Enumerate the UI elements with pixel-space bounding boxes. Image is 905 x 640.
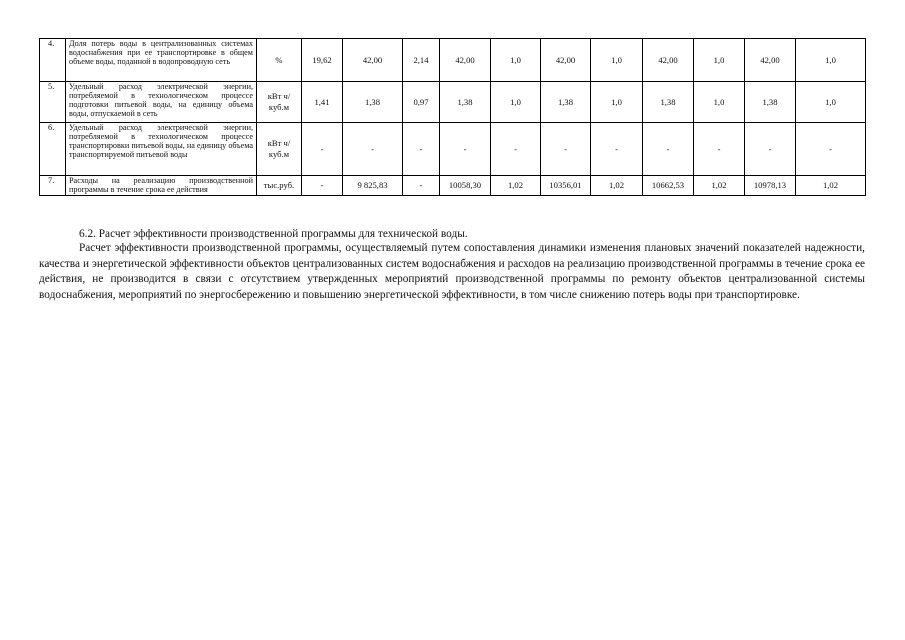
value-cell: 10356,01 <box>541 176 591 196</box>
value-cell: 10978,13 <box>745 176 796 196</box>
value-cell: 42,00 <box>541 39 591 82</box>
value-cell: - <box>643 123 694 176</box>
indicator-description: Удельный расход электрической энергии, потребляемой в технологическом процессе подготовки питьевой воды, на единицу объема воды, отпускаемой в сеть <box>66 82 257 123</box>
value-cell: 1,02 <box>796 176 866 196</box>
value-cell: 42,00 <box>745 39 796 82</box>
section-paragraph: Расчет эффективности производственной программы, осуществляемый путем сопоставления динамики изменения плановых значений показателей надежности, качества и энергетической эффективности объектов централизованных систем водоснабжения и расходов на реализацию производственной программы в течение срока ее действия, не производится в связи с отсутствием утвержденных мероприятий производственной программы по ремонту объектов централизованной системы водоснабжения, мероприятий по энергосбережению и повышению энергетической эффективности, в том числе снижению потерь воды при транспортировке. <box>39 242 865 301</box>
value-cell: 1,0 <box>796 82 866 123</box>
value-cell: 1,41 <box>302 82 343 123</box>
unit-cell: % <box>257 39 302 82</box>
value-cell: 2,14 <box>403 39 440 82</box>
value-cell: 19,62 <box>302 39 343 82</box>
value-cell: - <box>302 176 343 196</box>
value-cell: 1,0 <box>694 82 745 123</box>
value-cell: - <box>796 123 866 176</box>
indicator-description: Расходы на реализацию производственной программы в течение срока ее действия <box>66 176 257 196</box>
value-cell: - <box>403 123 440 176</box>
indicators-table <box>39 38 866 196</box>
value-cell: 1,38 <box>643 82 694 123</box>
value-cell: 0,97 <box>403 82 440 123</box>
table-row <box>40 176 866 196</box>
value-cell: 1,38 <box>541 82 591 123</box>
table-row <box>40 39 866 82</box>
value-cell: 10058,30 <box>440 176 491 196</box>
value-cell: 42,00 <box>343 39 403 82</box>
unit-cell: тыс.руб. <box>257 176 302 196</box>
value-cell: 1,38 <box>440 82 491 123</box>
value-cell: 10662,53 <box>643 176 694 196</box>
value-cell: 42,00 <box>440 39 491 82</box>
value-cell: 1,02 <box>491 176 541 196</box>
value-cell: - <box>440 123 491 176</box>
value-cell: 9 825,83 <box>343 176 403 196</box>
value-cell: - <box>343 123 403 176</box>
value-cell: 1,02 <box>694 176 745 196</box>
value-cell: 1,38 <box>745 82 796 123</box>
indicator-description: Удельный расход электрической энергии, потребляемой в технологическом процессе транспортировки питьевой воды, на единицу объема транспортируемой питьевой воды <box>66 123 257 176</box>
value-cell: - <box>745 123 796 176</box>
unit-cell: кВт ч/куб.м <box>257 123 302 176</box>
value-cell: 1,0 <box>796 39 866 82</box>
value-cell: 1,38 <box>343 82 403 123</box>
value-cell: - <box>403 176 440 196</box>
value-cell: 1,0 <box>491 39 541 82</box>
value-cell: - <box>591 123 643 176</box>
table-row <box>40 123 866 176</box>
row-number: 6. <box>40 123 66 176</box>
value-cell: - <box>694 123 745 176</box>
indicator-description: Доля потерь воды в централизованных системах водоснабжения при ее транспортировке в общем объеме воды, поданной в водопроводную сеть <box>66 39 257 82</box>
value-cell: 1,02 <box>591 176 643 196</box>
row-number: 5. <box>40 82 66 123</box>
value-cell: 1,0 <box>591 82 643 123</box>
table-row <box>40 82 866 123</box>
value-cell: - <box>491 123 541 176</box>
value-cell: 1,0 <box>694 39 745 82</box>
row-number: 4. <box>40 39 66 82</box>
row-number: 7. <box>40 176 66 196</box>
section-heading: 6.2. Расчет эффективности производственной программы для технической воды. <box>79 228 468 240</box>
value-cell: 1,0 <box>491 82 541 123</box>
value-cell: 42,00 <box>643 39 694 82</box>
value-cell: - <box>302 123 343 176</box>
value-cell: 1,0 <box>591 39 643 82</box>
value-cell: - <box>541 123 591 176</box>
unit-cell: кВт ч/куб.м <box>257 82 302 123</box>
